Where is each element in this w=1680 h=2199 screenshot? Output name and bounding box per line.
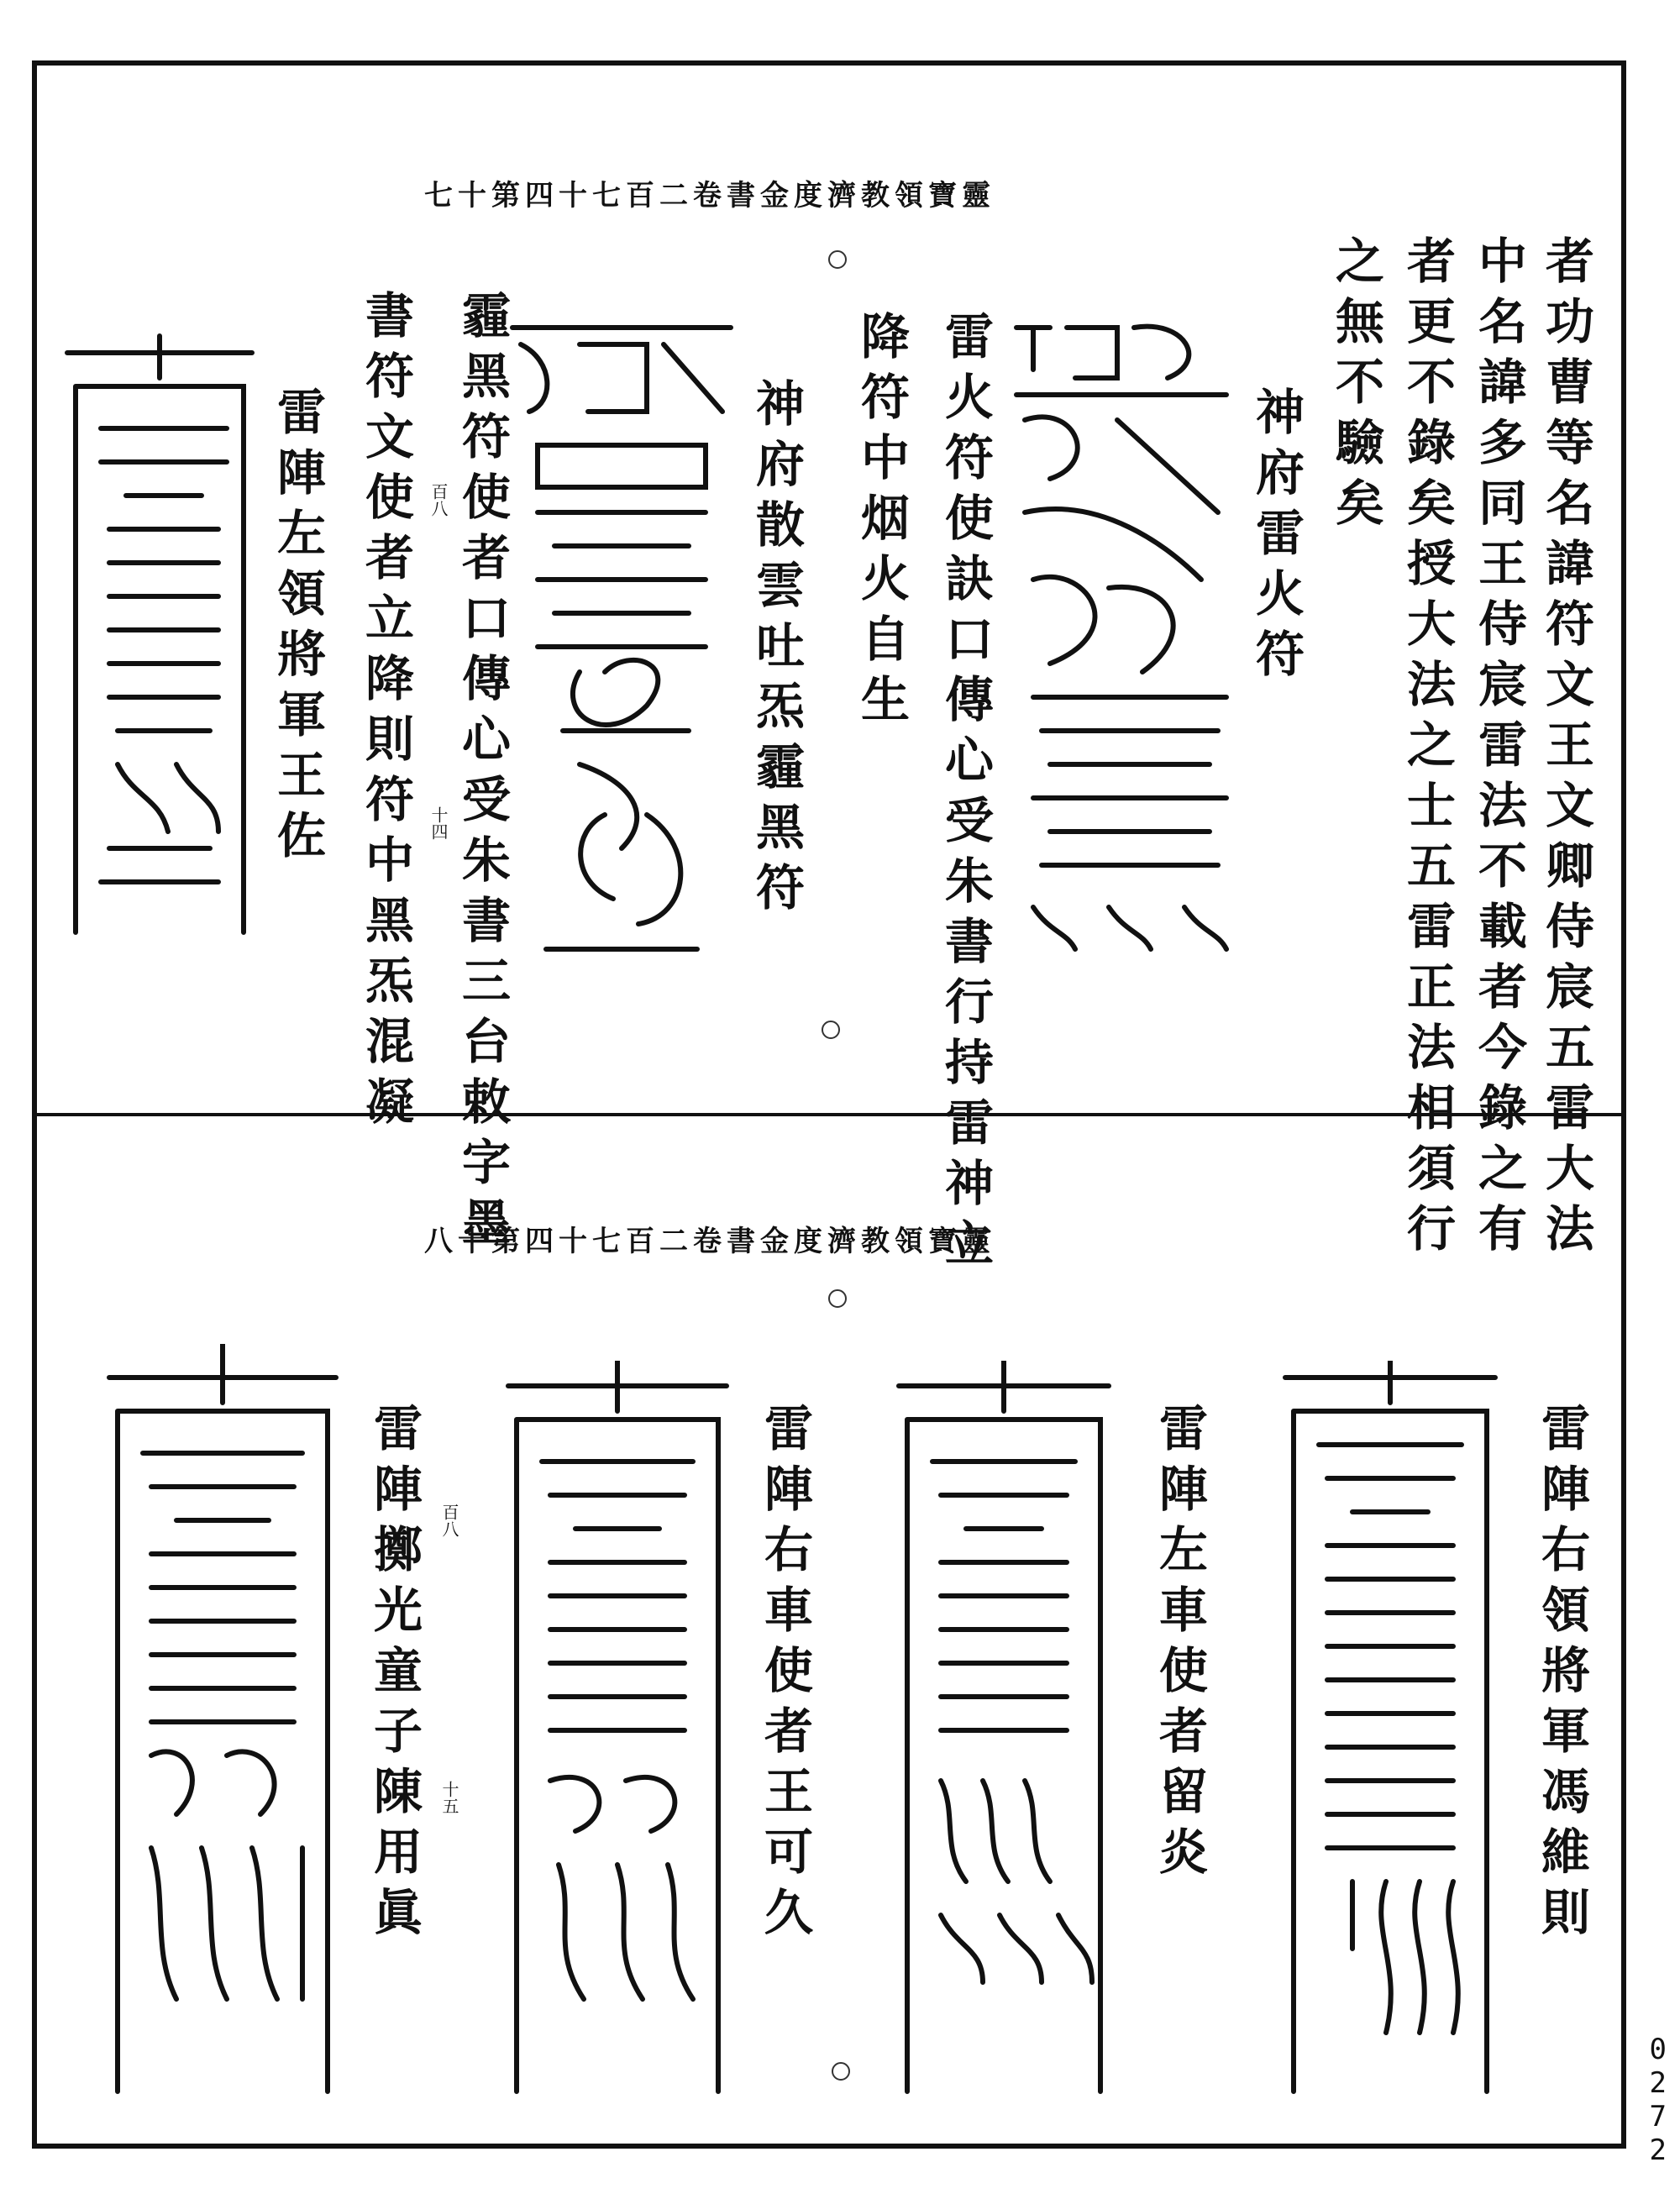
page-note: 十四 [428,806,449,840]
text-column: 雷陣右領將軍馮維則 [1533,1403,1590,1947]
talisman-shenfu-sanyun-icon [504,311,739,974]
page-note: 十五 [439,1781,459,1814]
binding-hole [828,1289,847,1308]
binding-hole [832,2062,850,2081]
text-column: 雷陣擲光童子陳用眞 [365,1403,423,1947]
top-page-header: 靈寶領教濟度金書卷二百七十四第十七 [424,179,995,213]
page-number: 0272 [1641,2033,1675,2167]
binding-hole [822,1021,840,1039]
text-column: 神府散雲吐炁霾黑符 [748,378,805,922]
talisman-leizhen-icon [101,1344,344,2100]
text-column: 者更不錄矣授大法之士五雷正法相須行 [1399,235,1456,1263]
talisman-leizhen-icon [59,328,260,958]
bottom-page-header: 靈寶領教濟度金書卷二百七十四第十八 [424,1225,995,1258]
page-note: 百八 [439,1504,459,1537]
text-column: 之無不驗矣 [1327,235,1384,538]
text-column: 霾黑符使者口傳心受朱書三台敕字墨 [454,290,511,1257]
talisman-leizhen-icon [500,1361,735,2100]
talisman-leizhen-icon [1277,1361,1504,2100]
page-divider [32,1113,1626,1116]
text-column: 中名諱多同王侍宸雷法不載者今錄之有 [1470,235,1527,1263]
text-column: 書符文使者立降則符中黑炁混凝 [357,290,414,1136]
text-column: 雷陣左領將軍王佐 [269,386,326,870]
talisman-shenfu-leihuo-icon [1000,311,1243,974]
text-column: 雷陣右車使者王可久 [756,1403,813,1947]
talisman-leizhen-icon [890,1361,1117,2100]
text-column: 雷火符使訣口傳心受朱書行持雷神立 [937,311,994,1278]
binding-hole [828,250,847,269]
text-column: 神府雷火符 [1247,386,1305,689]
text-column: 雷陣左車使者留炎 [1151,1403,1208,1887]
page-note: 百八 [428,483,449,517]
text-column: 者功曹等名諱符文王文卿侍宸五雷大法 [1537,235,1594,1263]
text-column: 降符中烟火自生 [853,311,910,734]
